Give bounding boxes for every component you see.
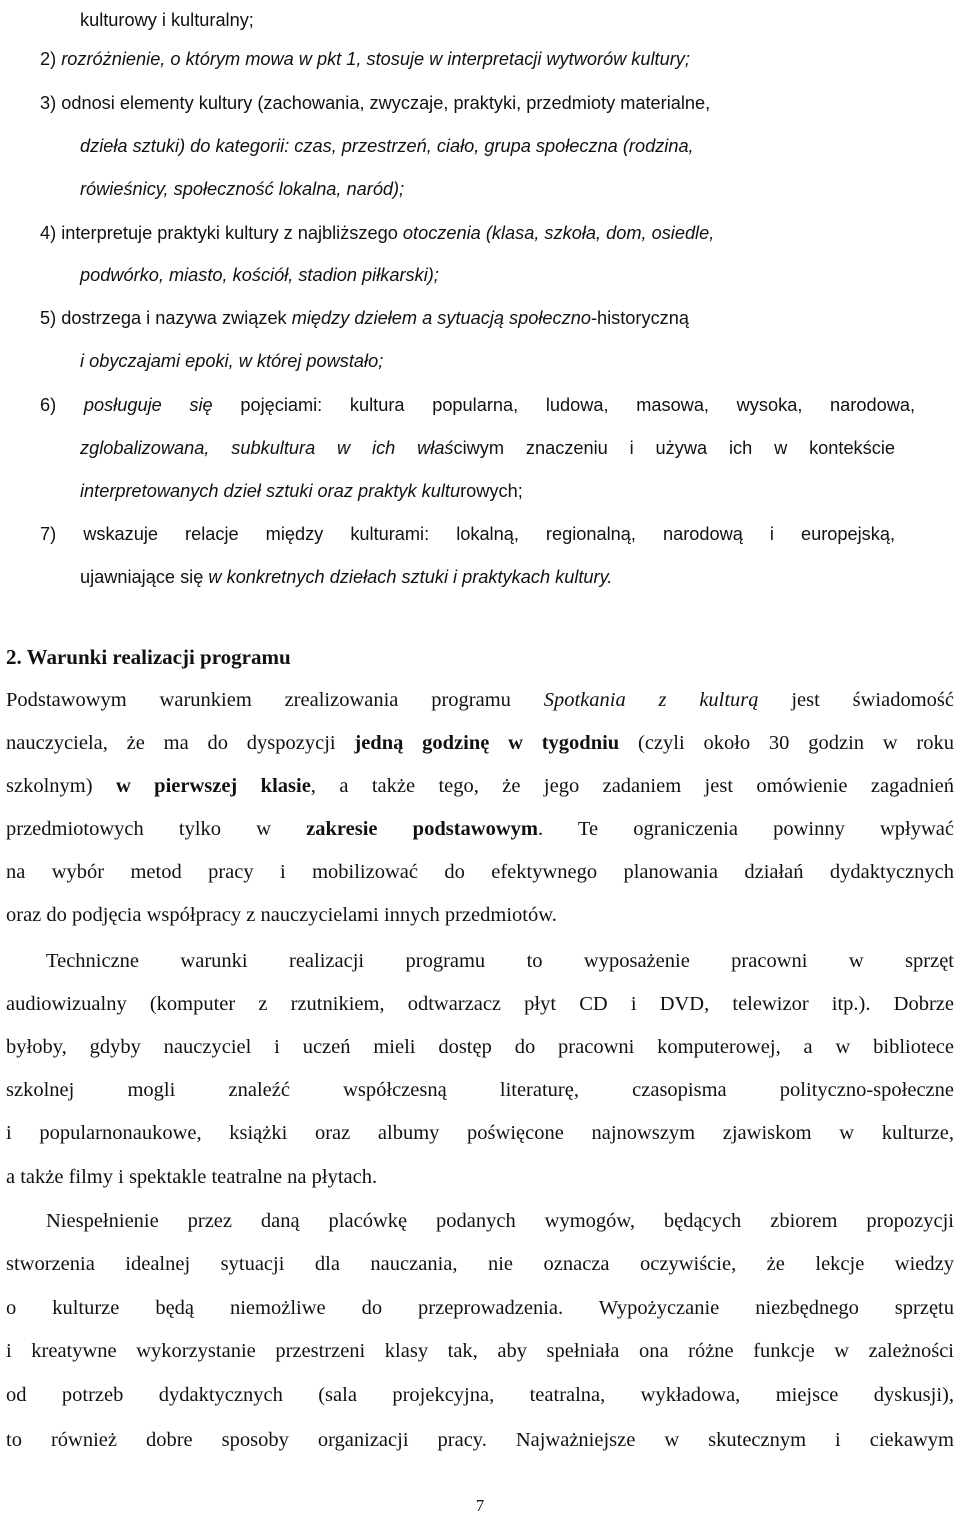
text-segment: Niespełnienie przez daną placówkę podanych wymogów, będących zbiorem propozycji xyxy=(46,1210,954,1232)
text-segment: 5) dostrzega i nazywa związek xyxy=(40,308,292,328)
text-segment: kulturowy i kulturalny; xyxy=(80,10,254,30)
text-segment: Techniczne warunki realizacji programu to wyposażenie pracowni w sprzęt xyxy=(46,950,954,972)
text-segment: ujawniające się xyxy=(80,567,209,587)
text-segment: Spotkania z kulturą xyxy=(543,689,759,711)
paragraph-line xyxy=(6,1165,377,1189)
text-segment: i popularnonaukowe, książki oraz albumy poświęcone najnowszym zjawiskom w kulturze, xyxy=(6,1122,954,1144)
text-segment: rozróżnienie, o którym mowa w pkt 1, stosuje w interpretacji wytworów kultury; xyxy=(61,49,690,69)
page-number: 7 xyxy=(475,1496,485,1515)
paragraph-line xyxy=(46,1209,954,1233)
text-segment: jest świadomość xyxy=(758,689,954,711)
list-line xyxy=(80,263,439,287)
text-segment: . Te ograniczenia powinny wpływać xyxy=(537,818,954,840)
paragraph-line xyxy=(6,774,954,798)
text-segment: podwórko, miasto, kościół, stadion piłkarski); xyxy=(80,265,439,285)
text-segment: przedmiotowych tylko w xyxy=(6,818,307,840)
text-segment: zakresie podstawowym xyxy=(306,818,538,840)
text-segment: interpretowanych dzieł sztuki oraz praktyk kultu xyxy=(80,481,461,501)
text-segment: i obyczajami epoki, w której powstało; xyxy=(80,351,384,371)
paragraph-line xyxy=(6,1121,954,1145)
paragraph-line xyxy=(6,860,954,884)
text-segment: , a także tego, że jego zadaniem jest omówienie zagadnień xyxy=(310,775,955,797)
text-segment: o kulturze będą niemożliwe do przeprowadzenia. Wypożyczanie niezbędnego sprzętu xyxy=(6,1297,954,1319)
text-segment: 4) interpretuje praktyki kultury z najbliższego xyxy=(40,223,403,243)
text-segment: szkolnej mogli znaleźć współczesną literaturę, czasopisma polityczno-społeczne xyxy=(6,1079,954,1101)
text-segment: oraz do podjęcia współpracy z nauczycielami innych przedmiotów. xyxy=(6,904,557,926)
text-segment: w konkretnych dziełach sztuki i praktykach kultury. xyxy=(208,567,613,587)
text-segment: 6) xyxy=(40,395,84,415)
text-segment: to również dobre sposoby organizacji pracy. Najważniejsze w skutecznym i ciekawym xyxy=(6,1429,954,1451)
text-segment: 7) wskazuje relacje między kulturami: lokalną, regionalną, narodową i europejską, xyxy=(40,524,895,544)
text-segment: rówieśnicy, społeczność lokalna, naród); xyxy=(80,179,405,199)
list-line xyxy=(80,177,404,201)
paragraph-line xyxy=(6,1078,954,1102)
list-line xyxy=(80,349,383,373)
paragraph-line xyxy=(6,1339,954,1363)
text-segment: pojęciami: kultura popularna, ludowa, masowa, wysoka, narodowa, xyxy=(240,395,915,415)
text-segment: audiowizualny (komputer z rzutnikiem, odtwarzacz płyt CD i DVD, telewizor itp.). Dobrze xyxy=(6,993,954,1015)
text-segment: dzieła sztuki) do kategorii: czas, przestrzeń, ciało, grupa społeczna (rodzina, xyxy=(80,136,694,156)
paragraph-line xyxy=(6,731,954,755)
text-segment: rowych; xyxy=(460,481,523,501)
paragraph-line xyxy=(46,949,954,973)
text-segment: 2) xyxy=(40,49,62,69)
paragraph-line xyxy=(6,1035,954,1059)
list-line xyxy=(80,565,612,589)
list-line xyxy=(40,306,689,330)
list-line xyxy=(80,436,895,460)
list-line xyxy=(40,522,895,546)
text-segment: posługuje się xyxy=(83,395,241,415)
paragraph-line xyxy=(6,1252,954,1276)
paragraph-line xyxy=(6,992,954,1016)
paragraph-line xyxy=(6,1296,954,1320)
list-line xyxy=(80,134,694,158)
text-segment: od potrzeb dydaktycznych (sala projekcyjna, teatralna, wykładowa, miejsce dyskusji), xyxy=(6,1384,954,1406)
text-segment: Podstawowym warunkiem zrealizowania programu xyxy=(6,689,544,711)
paragraph-line xyxy=(6,688,954,712)
text-segment: (czyli około 30 godzin w roku xyxy=(619,732,954,754)
section-heading: 2. Warunki realizacji programu xyxy=(6,645,291,669)
list-line xyxy=(40,47,690,71)
text-segment: 3) odnosi elementy kultury (zachowania, zwyczaje, praktyki, przedmioty materialne, xyxy=(40,93,711,113)
list-line xyxy=(80,8,254,32)
text-segment: zglobalizowana, subkultura w ich właś xyxy=(80,438,454,458)
paragraph-line xyxy=(6,817,954,841)
text-segment: jedną godzinę w tygodniu xyxy=(354,732,620,754)
text-segment: byłoby, gdyby nauczyciel i uczeń mieli dostęp do pracowni komputerowej, a w bibliotece xyxy=(6,1036,954,1058)
text-segment: a także filmy i spektakle teatralne na płytach. xyxy=(6,1166,378,1188)
text-segment: na wybór metod pracy i mobilizować do efektywnego planowania działań dydaktycznych xyxy=(6,861,954,883)
list-line xyxy=(80,479,523,503)
list-line xyxy=(40,221,714,245)
text-segment: i kreatywne wykorzystanie przestrzeni klasy tak, aby spełniała ona różne funkcje w zależności xyxy=(6,1340,954,1362)
paragraph-line xyxy=(6,1383,954,1407)
paragraph-line xyxy=(6,1428,954,1452)
text-segment: ciwym znaczeniu i używa ich w kontekście xyxy=(453,438,895,458)
text-segment: otoczenia (klasa, szkoła, dom, osiedle, xyxy=(402,223,715,243)
text-segment: nauczyciela, że ma do dyspozycji xyxy=(6,732,355,754)
text-segment: stworzenia idealnej sytuacji dla nauczania, nie oznacza oczywiście, że lekcje wiedzy xyxy=(6,1253,954,1275)
list-line xyxy=(40,393,915,417)
text-segment: w pierwszej klasie xyxy=(115,775,311,797)
paragraph-line xyxy=(6,903,557,927)
list-line xyxy=(40,91,710,115)
text-segment: szkolnym) xyxy=(6,775,116,797)
text-segment: -historyczną xyxy=(590,308,689,328)
text-segment: między dziełem a sytuacją społeczno xyxy=(291,308,591,328)
